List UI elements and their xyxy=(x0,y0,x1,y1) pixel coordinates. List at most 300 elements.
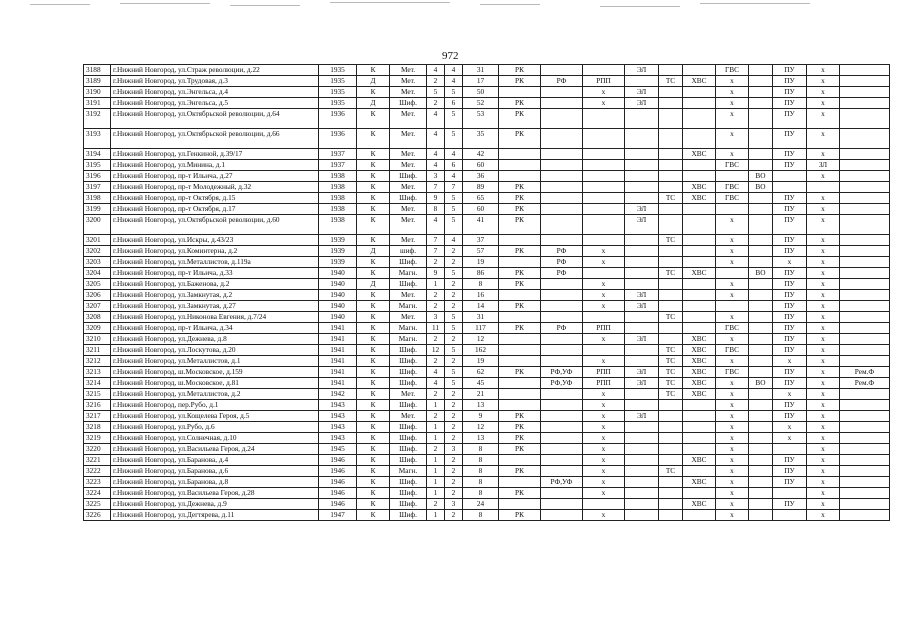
table-cell xyxy=(749,356,773,367)
table-cell: 3212 xyxy=(84,356,111,367)
table-cell: х xyxy=(583,301,625,312)
table-cell: х xyxy=(716,215,749,235)
table-cell: 2 xyxy=(427,389,445,400)
table-cell xyxy=(541,455,583,466)
table-cell: х xyxy=(583,422,625,433)
table-cell xyxy=(625,182,659,193)
table-row xyxy=(84,268,890,279)
table-cell: 3204 xyxy=(84,268,111,279)
table-cell: 1946 xyxy=(319,466,357,477)
table-cell: ХВС xyxy=(683,455,716,466)
table-cell xyxy=(625,400,659,411)
table-cell xyxy=(683,444,716,455)
table-cell: 2 xyxy=(445,290,463,301)
table-cell: ТС xyxy=(659,76,683,87)
table-cell: 1 xyxy=(427,422,445,433)
table-cell: Д xyxy=(357,279,390,290)
table-cell: 8 xyxy=(427,204,445,215)
table-cell xyxy=(840,279,890,290)
table-cell: г.Нижний Новгород, ул.Замкнутая, д.2 xyxy=(111,290,319,301)
table-cell: х xyxy=(807,129,840,149)
table-row xyxy=(84,182,890,193)
table-cell: ТС xyxy=(659,367,683,378)
table-cell: 1943 xyxy=(319,433,357,444)
table-cell: х xyxy=(807,510,840,521)
table-row xyxy=(84,400,890,411)
table-cell: 41 xyxy=(463,215,499,235)
table-cell: 1940 xyxy=(319,268,357,279)
table-cell: х xyxy=(807,433,840,444)
table-cell: Шиф. xyxy=(390,378,427,389)
table-cell: 12 xyxy=(427,345,445,356)
table-cell: 1937 xyxy=(319,160,357,171)
table-cell: 4 xyxy=(427,367,445,378)
table-cell: 7 xyxy=(427,246,445,257)
table-cell: г.Нижний Новгород, ул.Генкиной, д.39/17 xyxy=(111,149,319,160)
buildings-table xyxy=(83,64,890,521)
table-cell: г.Нижний Новгород, ул.Никонова Евгения, д.7/24 xyxy=(111,312,319,323)
table-cell: 1938 xyxy=(319,215,357,235)
table-cell: К xyxy=(357,510,390,521)
table-cell xyxy=(840,204,890,215)
table-cell: ПУ xyxy=(773,109,807,129)
table-cell: Рем.Ф xyxy=(840,367,890,378)
table-cell: К xyxy=(357,323,390,334)
table-cell: К xyxy=(357,499,390,510)
table-cell xyxy=(583,109,625,129)
table-cell: РК xyxy=(499,268,541,279)
table-cell xyxy=(683,411,716,422)
table-cell: 5 xyxy=(445,345,463,356)
table-cell: 1946 xyxy=(319,477,357,488)
table-cell: РФ xyxy=(541,268,583,279)
table-cell xyxy=(499,499,541,510)
table-cell: РФ xyxy=(541,323,583,334)
table-cell: 8 xyxy=(463,510,499,521)
table-cell: 1935 xyxy=(319,76,357,87)
table-cell xyxy=(625,268,659,279)
table-cell: Шиф. xyxy=(390,433,427,444)
table-row xyxy=(84,98,890,109)
table-cell: 19 xyxy=(463,356,499,367)
table-cell xyxy=(840,257,890,268)
table-cell: 31 xyxy=(463,312,499,323)
table-cell: 3219 xyxy=(84,433,111,444)
table-cell xyxy=(625,312,659,323)
table-cell: х xyxy=(583,510,625,521)
table-cell: ПУ xyxy=(773,129,807,149)
table-cell: Мет. xyxy=(390,129,427,149)
table-cell: Шиф. xyxy=(390,422,427,433)
table-cell xyxy=(659,510,683,521)
table-cell: Шиф. xyxy=(390,279,427,290)
table-cell: 7 xyxy=(427,182,445,193)
table-cell xyxy=(541,160,583,171)
table-cell: 1938 xyxy=(319,171,357,182)
table-cell xyxy=(840,149,890,160)
table-cell: РК xyxy=(499,98,541,109)
table-cell xyxy=(625,499,659,510)
table-cell: Шиф. xyxy=(390,367,427,378)
table-cell: ХВС xyxy=(683,182,716,193)
table-cell: ПУ xyxy=(773,160,807,171)
table-cell: х xyxy=(716,356,749,367)
table-cell xyxy=(683,488,716,499)
table-cell: 4 xyxy=(427,65,445,76)
table-cell xyxy=(659,455,683,466)
table-cell xyxy=(659,290,683,301)
table-cell: ГВС xyxy=(716,160,749,171)
table-cell: 1939 xyxy=(319,235,357,246)
table-cell: 16 xyxy=(463,290,499,301)
table-cell: 2 xyxy=(445,466,463,477)
table-cell xyxy=(499,378,541,389)
table-cell: ТС xyxy=(659,356,683,367)
table-cell: х xyxy=(583,400,625,411)
table-cell xyxy=(659,149,683,160)
table-cell: х xyxy=(716,488,749,499)
table-cell: ПУ xyxy=(773,411,807,422)
table-cell: 35 xyxy=(463,129,499,149)
table-cell: х xyxy=(807,312,840,323)
table-cell: 3 xyxy=(427,171,445,182)
table-cell xyxy=(659,279,683,290)
table-cell: 3205 xyxy=(84,279,111,290)
table-cell: 60 xyxy=(463,204,499,215)
table-cell xyxy=(541,356,583,367)
table-cell: ЭЛ xyxy=(625,334,659,345)
table-cell: х xyxy=(807,466,840,477)
table-cell xyxy=(541,466,583,477)
table-cell xyxy=(541,510,583,521)
table-cell xyxy=(659,171,683,182)
table-cell xyxy=(683,129,716,149)
table-cell: х xyxy=(716,334,749,345)
table-cell: К xyxy=(357,290,390,301)
table-cell xyxy=(749,76,773,87)
table-cell: х xyxy=(583,444,625,455)
table-cell: К xyxy=(357,378,390,389)
table-cell: 1938 xyxy=(319,193,357,204)
table-cell: 2 xyxy=(445,257,463,268)
table-cell: 117 xyxy=(463,323,499,334)
table-cell xyxy=(583,193,625,204)
table-row xyxy=(84,367,890,378)
table-cell: г.Нижний Новгород, ул.Баранова, д.4 xyxy=(111,455,319,466)
table-cell: 3 xyxy=(445,499,463,510)
table-cell: ЭЛ xyxy=(625,87,659,98)
table-cell xyxy=(840,400,890,411)
table-cell xyxy=(499,87,541,98)
table-cell: х xyxy=(583,334,625,345)
table-cell: х xyxy=(807,367,840,378)
table-cell xyxy=(749,444,773,455)
table-cell: К xyxy=(357,87,390,98)
table-cell: 8 xyxy=(463,466,499,477)
table-cell: Шиф. xyxy=(390,499,427,510)
table-cell: 1 xyxy=(427,400,445,411)
table-cell: г.Нижний Новгород, ул.Васильева Героя, д.24 xyxy=(111,444,319,455)
table-cell xyxy=(541,87,583,98)
table-cell: 1943 xyxy=(319,422,357,433)
table-cell: 7 xyxy=(427,235,445,246)
table-cell xyxy=(499,389,541,400)
table-cell: 3217 xyxy=(84,411,111,422)
table-cell: 2 xyxy=(445,455,463,466)
table-cell xyxy=(773,182,807,193)
table-cell: 1935 xyxy=(319,87,357,98)
table-cell xyxy=(683,400,716,411)
table-cell: 1940 xyxy=(319,290,357,301)
table-cell xyxy=(625,171,659,182)
table-cell: 1 xyxy=(427,466,445,477)
table-cell xyxy=(683,215,716,235)
table-cell: 3193 xyxy=(84,129,111,149)
table-cell: ЭЛ xyxy=(625,65,659,76)
table-cell: Шиф. xyxy=(390,345,427,356)
table-cell: 86 xyxy=(463,268,499,279)
table-cell: г.Нижний Новгород, пр-т Ильича, д.27 xyxy=(111,171,319,182)
table-cell: 3207 xyxy=(84,301,111,312)
table-cell: 3211 xyxy=(84,345,111,356)
table-cell xyxy=(840,312,890,323)
table-cell xyxy=(499,257,541,268)
table-cell xyxy=(541,334,583,345)
table-cell xyxy=(541,312,583,323)
table-cell: 1935 xyxy=(319,65,357,76)
table-cell xyxy=(499,235,541,246)
table-cell: 5 xyxy=(445,215,463,235)
table-cell: х xyxy=(716,510,749,521)
table-cell: г.Нижний Новгород, ул.Солнечная, д.10 xyxy=(111,433,319,444)
table-cell: ЭЛ xyxy=(625,378,659,389)
table-cell: х xyxy=(807,290,840,301)
table-cell xyxy=(840,235,890,246)
table-cell: г.Нижний Новгород, ул.Минина, д.1 xyxy=(111,160,319,171)
table-cell xyxy=(749,334,773,345)
table-cell: 4 xyxy=(427,378,445,389)
table-cell: ПУ xyxy=(773,193,807,204)
table-cell: 62 xyxy=(463,367,499,378)
table-cell: ПУ xyxy=(773,345,807,356)
table-cell: ПУ xyxy=(773,400,807,411)
table-cell: 45 xyxy=(463,378,499,389)
table-cell xyxy=(749,246,773,257)
table-cell xyxy=(659,499,683,510)
table-cell: Мет. xyxy=(390,182,427,193)
table-cell: Мет. xyxy=(390,109,427,129)
table-cell: Шиф. xyxy=(390,444,427,455)
table-cell: ХВС xyxy=(683,499,716,510)
table-cell: х xyxy=(583,477,625,488)
table-cell xyxy=(541,149,583,160)
table-cell xyxy=(840,182,890,193)
table-cell: К xyxy=(357,455,390,466)
table-cell: 1940 xyxy=(319,301,357,312)
table-row xyxy=(84,323,890,334)
table-cell: РФ xyxy=(541,76,583,87)
table-cell: ПУ xyxy=(773,378,807,389)
table-cell: ВО xyxy=(749,378,773,389)
table-cell xyxy=(683,422,716,433)
table-cell: Мет. xyxy=(390,389,427,400)
table-cell: К xyxy=(357,488,390,499)
table-cell: г.Нижний Новгород, ул.Энгельса, д.5 xyxy=(111,98,319,109)
table-cell: 9 xyxy=(427,268,445,279)
table-cell xyxy=(583,129,625,149)
table-cell: Мет. xyxy=(390,149,427,160)
table-cell: 60 xyxy=(463,160,499,171)
table-cell xyxy=(749,149,773,160)
table-cell xyxy=(683,109,716,129)
table-cell: РК xyxy=(499,488,541,499)
table-cell: х xyxy=(716,257,749,268)
table-cell xyxy=(625,109,659,129)
table-cell xyxy=(625,389,659,400)
table-cell: РК xyxy=(499,433,541,444)
table-cell: 3195 xyxy=(84,160,111,171)
table-cell: ГВС xyxy=(716,65,749,76)
table-cell: 2 xyxy=(445,400,463,411)
table-cell xyxy=(625,193,659,204)
table-cell xyxy=(716,204,749,215)
table-cell xyxy=(541,204,583,215)
table-cell xyxy=(683,246,716,257)
table-cell: х xyxy=(583,246,625,257)
table-cell: 1 xyxy=(427,455,445,466)
table-cell xyxy=(499,455,541,466)
table-cell: 8 xyxy=(463,455,499,466)
table-cell: х xyxy=(807,422,840,433)
table-cell xyxy=(840,76,890,87)
table-cell xyxy=(583,312,625,323)
table-cell xyxy=(499,149,541,160)
table-cell xyxy=(773,510,807,521)
table-cell: 1 xyxy=(427,433,445,444)
table-cell: 9 xyxy=(427,193,445,204)
table-cell xyxy=(773,444,807,455)
table-cell xyxy=(840,477,890,488)
table-cell xyxy=(683,65,716,76)
table-cell xyxy=(683,160,716,171)
table-cell xyxy=(840,323,890,334)
table-cell: 50 xyxy=(463,87,499,98)
table-cell xyxy=(749,129,773,149)
table-cell: х xyxy=(583,389,625,400)
table-cell: х xyxy=(807,193,840,204)
table-cell: х xyxy=(773,422,807,433)
table-cell: ТС xyxy=(659,378,683,389)
table-cell: 12 xyxy=(463,422,499,433)
table-cell: 13 xyxy=(463,433,499,444)
table-cell: 6 xyxy=(445,98,463,109)
table-cell: х xyxy=(807,87,840,98)
table-cell: х xyxy=(807,109,840,129)
table-cell: Шиф. xyxy=(390,356,427,367)
table-cell: 1941 xyxy=(319,334,357,345)
table-cell: 5 xyxy=(445,312,463,323)
table-cell xyxy=(625,235,659,246)
table-cell: К xyxy=(357,466,390,477)
table-cell xyxy=(749,367,773,378)
table-cell: 1947 xyxy=(319,510,357,521)
table-cell: К xyxy=(357,400,390,411)
table-cell: г.Нижний Новгород, ул.Октябрьской революции, д.60 xyxy=(111,215,319,235)
table-cell: х xyxy=(583,279,625,290)
table-cell: 1939 xyxy=(319,246,357,257)
table-cell: К xyxy=(357,312,390,323)
table-cell xyxy=(840,301,890,312)
table-cell: ХВС xyxy=(683,149,716,160)
table-cell: ПУ xyxy=(773,98,807,109)
table-row xyxy=(84,129,890,149)
table-cell: К xyxy=(357,268,390,279)
table-row xyxy=(84,356,890,367)
table-cell xyxy=(749,98,773,109)
table-cell: 8 xyxy=(463,477,499,488)
table-cell: г.Нижний Новгород, ул.Искры, д.43/23 xyxy=(111,235,319,246)
table-row xyxy=(84,334,890,345)
table-cell xyxy=(625,422,659,433)
table-cell: х xyxy=(583,455,625,466)
table-cell: 1937 xyxy=(319,149,357,160)
table-cell: ПУ xyxy=(773,76,807,87)
table-cell: ПУ xyxy=(773,477,807,488)
table-cell xyxy=(499,290,541,301)
table-cell: 1 xyxy=(427,477,445,488)
table-cell: 52 xyxy=(463,98,499,109)
table-cell xyxy=(659,477,683,488)
table-cell xyxy=(659,182,683,193)
table-cell: г.Нижний Новгород, ул.Баженова, д.2 xyxy=(111,279,319,290)
table-cell: г.Нижний Новгород, ул.Васильева Героя, д.28 xyxy=(111,488,319,499)
table-cell xyxy=(541,499,583,510)
table-cell: 8 xyxy=(463,444,499,455)
table-cell: ХВС xyxy=(683,334,716,345)
table-cell: х xyxy=(807,488,840,499)
table-cell: К xyxy=(357,433,390,444)
table-cell: х xyxy=(807,323,840,334)
table-cell: г.Нижний Новгород, ул.Металлистов, д.1 xyxy=(111,356,319,367)
table-cell xyxy=(541,193,583,204)
table-cell: х xyxy=(807,301,840,312)
table-cell: х xyxy=(773,356,807,367)
table-cell xyxy=(683,466,716,477)
table-cell: ТС xyxy=(659,268,683,279)
table-cell xyxy=(625,488,659,499)
table-cell: К xyxy=(357,235,390,246)
table-cell: 4 xyxy=(445,65,463,76)
table-cell xyxy=(749,422,773,433)
table-cell xyxy=(749,323,773,334)
table-cell xyxy=(659,400,683,411)
table-cell: 3226 xyxy=(84,510,111,521)
table-cell: 89 xyxy=(463,182,499,193)
table-cell: 5 xyxy=(445,193,463,204)
table-cell: Мет. xyxy=(390,76,427,87)
table-cell: ВО xyxy=(749,268,773,279)
table-cell xyxy=(840,455,890,466)
table-cell: х xyxy=(716,87,749,98)
table-cell: ПУ xyxy=(773,455,807,466)
table-cell xyxy=(625,356,659,367)
table-row xyxy=(84,171,890,182)
table-cell xyxy=(749,389,773,400)
table-cell: ЭЛ xyxy=(625,290,659,301)
table-cell: 2 xyxy=(427,290,445,301)
table-cell: х xyxy=(716,76,749,87)
table-cell: х xyxy=(773,257,807,268)
